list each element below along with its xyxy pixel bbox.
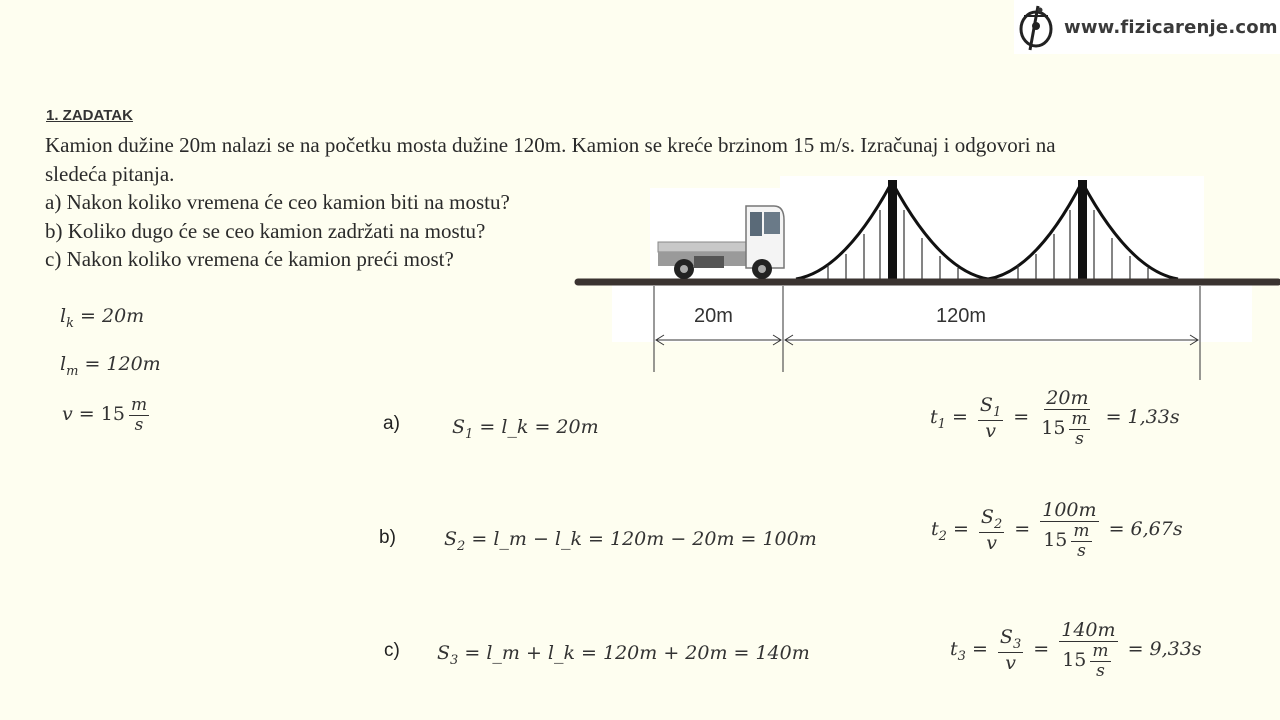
given-truck-length: $l_k = 20m$ (60, 305, 145, 331)
lamp-icon (1014, 2, 1058, 52)
problem-line-1: Kamion dužine 20m nalazi se na početku mosta dužine 120m. Kamion se kreće brzinom 15 m/s. Izračunaj i odgovori na (45, 133, 1056, 157)
given-speed: v = 15 $\frac{m}{s}$ (62, 395, 148, 435)
part-b-label: b) (379, 527, 396, 548)
bridge-length-label: 120m (936, 305, 987, 327)
task-title: 1. ZADATAK (46, 107, 133, 124)
part-c-distance: $S_3$ = l_m + l_k = 120m + 20m = 140m (437, 642, 810, 668)
given-bridge-length: $l_m = 120m$ (60, 353, 161, 379)
problem-line-2: sledeća pitanja. (45, 161, 175, 186)
question-c: c) Nakon koliko vremena će kamion preći most? (45, 247, 454, 271)
question-a: a) Nakon koliko vremena će ceo kamion biti na mostu? (45, 190, 510, 214)
part-b-time: $t_2$ = $\frac{S_2}{v}$ = 100m 15 $\frac{m}{s}$ = 6,67s (931, 499, 1183, 561)
part-c-label: c) (384, 640, 400, 661)
bridge-tower-1 (888, 180, 897, 280)
part-a-time: $t_1$ = $\frac{S_1}{v}$ = 20m 15 $\frac{m}{s}$ = 1,33s (930, 387, 1180, 449)
part-a-label: a) (383, 413, 400, 434)
logo-text: www.fizicarenje.com (1064, 16, 1278, 38)
question-b: b) Koliko dugo će se ceo kamion zadržati na mostu? (45, 218, 486, 243)
site-logo (1014, 0, 1280, 54)
truck-length-label: 20m (694, 305, 733, 327)
part-c-time: $t_3$ = $\frac{S_3}{v}$ = 140m 15 $\frac{m}{s}$ = 9,33s (950, 619, 1202, 681)
part-b-distance: $S_2$ = l_m − l_k = 120m − 20m = 100m (444, 528, 817, 554)
bridge-tower-2 (1078, 180, 1087, 280)
part-a-distance: $S_1$ = l_k = 20m (452, 416, 599, 442)
bridge-figure (574, 176, 1280, 386)
